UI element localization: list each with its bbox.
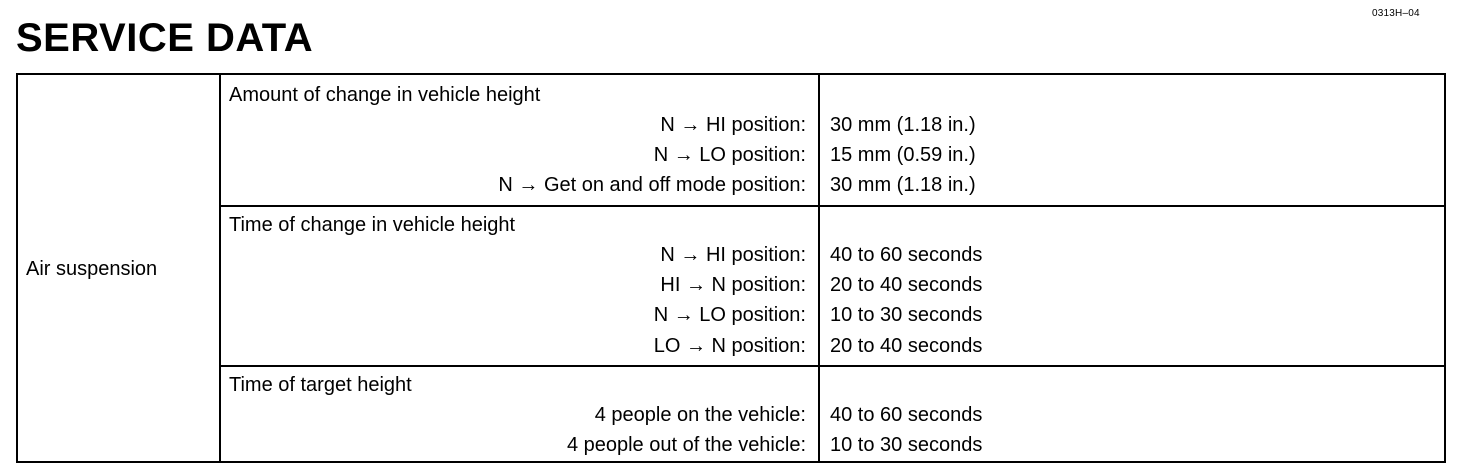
section-divider-2 [221, 365, 1444, 367]
row-value: 40 to 60 seconds [830, 244, 983, 266]
row-label: HI → N position: [660, 274, 806, 296]
section-heading-height-change: Amount of change in vehicle height [229, 84, 541, 106]
row-label: 4 people out of the vehicle: [566, 434, 806, 456]
row-value: 15 mm (0.59 in.) [830, 144, 976, 166]
row-label: N → Get on and off mode position: [498, 174, 806, 196]
page-title: SERVICE DATA [16, 16, 314, 60]
row-label: N → LO position: [653, 144, 806, 166]
row-label: N → HI position: [660, 114, 806, 136]
row-value: 40 to 60 seconds [830, 404, 983, 426]
row-label: N → HI position: [660, 244, 806, 266]
column-divider-2 [818, 75, 820, 461]
column-divider-1 [219, 75, 221, 461]
row-value: 30 mm (1.18 in.) [830, 174, 976, 196]
row-value: 10 to 30 seconds [830, 434, 983, 456]
row-value: 20 to 40 seconds [830, 274, 983, 296]
row-value: 20 to 40 seconds [830, 335, 983, 357]
section-heading-time-of-change: Time of change in vehicle height [229, 214, 516, 236]
row-value: 30 mm (1.18 in.) [830, 114, 976, 136]
service-data-table [16, 73, 1446, 463]
section-divider-1 [221, 205, 1444, 207]
document-code: 0313H–04 [1372, 8, 1420, 19]
row-label: N → LO position: [653, 304, 806, 326]
system-name: Air suspension [26, 258, 158, 280]
row-label: LO → N position: [653, 335, 806, 357]
row-label: 4 people on the vehicle: [594, 404, 806, 426]
section-heading-target-height: Time of target height [229, 374, 412, 396]
row-value: 10 to 30 seconds [830, 304, 983, 326]
